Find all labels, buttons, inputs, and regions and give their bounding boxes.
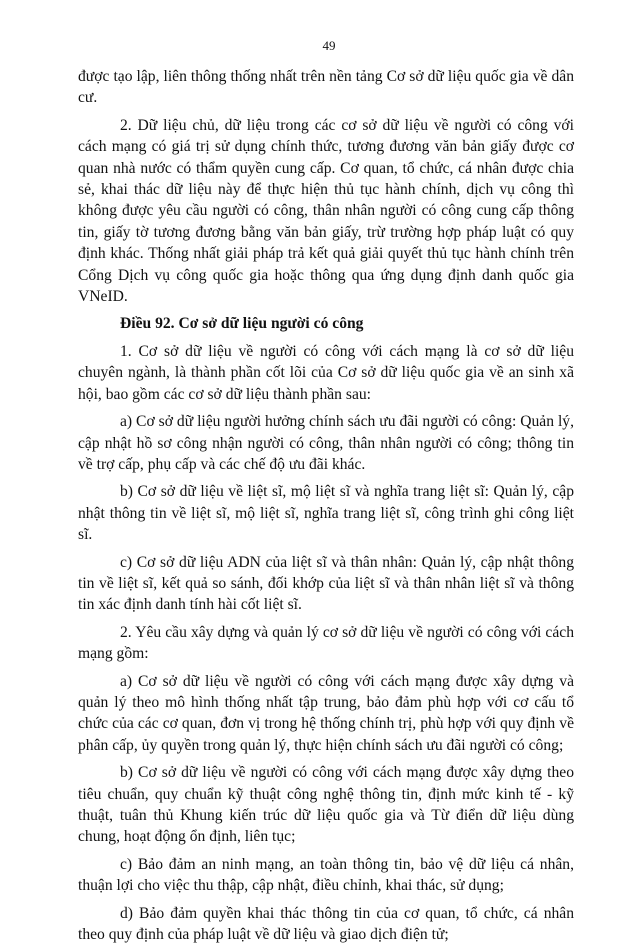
paragraph: được tạo lập, liên thông thống nhất trên nền tảng Cơ sở dữ liệu quốc gia về dân cư. <box>78 68 574 107</box>
paragraph: a) Cơ sở dữ liệu người hưởng chính sách ưu đãi người có công: Quản lý, cập nhật hồ sơ công nhận người có công, thân nhân người có công; thông tin về trợ cấp, phụ cấp và các chế độ ưu đãi khác. <box>78 413 574 473</box>
document-body <box>78 66 574 945</box>
paragraph: c) Bảo đảm an ninh mạng, an toàn thông tin, bảo vệ dữ liệu cá nhân, thuận lợi cho việc thu thập, cập nhật, điều chỉnh, khai thác, sử dụng; <box>78 855 574 895</box>
paragraph: a) Cơ sở dữ liệu về người có công với cách mạng được xây dựng và quản lý theo mô hình thống nhất tập trung, bảo đảm phù hợp với cơ cấu tổ chức của các cơ quan, đơn vị trong hệ thống chính trị, phù hợp với quy định về phân cấp, ủy quyền trong quản lý, thực hiện chính sách ưu đãi người có công; <box>78 672 574 754</box>
paragraph: 1. Cơ sở dữ liệu về người có công với cách mạng là cơ sở dữ liệu chuyên ngành, là thành phần cốt lõi của Cơ sở dữ liệu quốc gia về an sinh xã hội, bao gồm các cơ sở dữ liệu thành phần sau: <box>78 342 574 403</box>
article-heading: Điều 92. Cơ sở dữ liệu người có công <box>120 315 364 333</box>
paragraph: b) Cơ sở dữ liệu về người có công với cách mạng được xây dựng theo tiêu chuẩn, quy chuẩn kỹ thuật công nghệ thông tin, định mức kinh tế - kỹ thuật, tuân thủ Khung kiến trúc dữ liệu quốc gia và Từ điển dữ liệu dùng chung, hoạt động ổn định, liên tục; <box>78 764 574 846</box>
paragraph: 2. Dữ liệu chủ, dữ liệu trong các cơ sở dữ liệu về người có công với cách mạng có giá trị sử dụng chính thức, tương đương văn bản giấy được cơ quan nhà nước có thẩm quyền cung cấp. Cơ quan, tổ chức, cá nhân được chia sẻ, khai thác dữ liệu này để thực hiện thủ tục hành chính, dịch vụ công thì không được yêu cầu người có công, thân nhân người có công cung cấp thông tin, giấy tờ tương đương bằng văn bản giấy, trừ trường hợp pháp luật có quy định khác. Thống nhất giải pháp trả kết quả giải quyết thủ tục hành chính trên Cổng Dịch vụ công quốc gia hoặc thông qua ứng dụng định danh quốc gia VNeID. <box>78 116 574 306</box>
paragraph: b) Cơ sở dữ liệu về liệt sĩ, mộ liệt sĩ và nghĩa trang liệt sĩ: Quản lý, cập nhật thông tin về liệt sĩ, mộ liệt sĩ, nghĩa trang liệt sĩ, công trình ghi công liệt sĩ. <box>78 483 574 544</box>
paragraph: c) Cơ sở dữ liệu ADN của liệt sĩ và thân nhân: Quản lý, cập nhật thông tin về liệt sĩ, kết quả so sánh, đối khớp của liệt sĩ và thân nhân liệt sĩ và thông tin xác định danh tính hài cốt liệt sĩ. <box>78 553 574 614</box>
page-number: 49 <box>322 38 336 53</box>
paragraph: d) Bảo đảm quyền khai thác thông tin của cơ quan, tổ chức, cá nhân theo quy định của pháp luật về dữ liệu và giao dịch điện tử; <box>78 904 574 944</box>
paragraph: 2. Yêu cầu xây dựng và quản lý cơ sở dữ liệu về người có công với cách mạng gồm: <box>78 623 574 663</box>
